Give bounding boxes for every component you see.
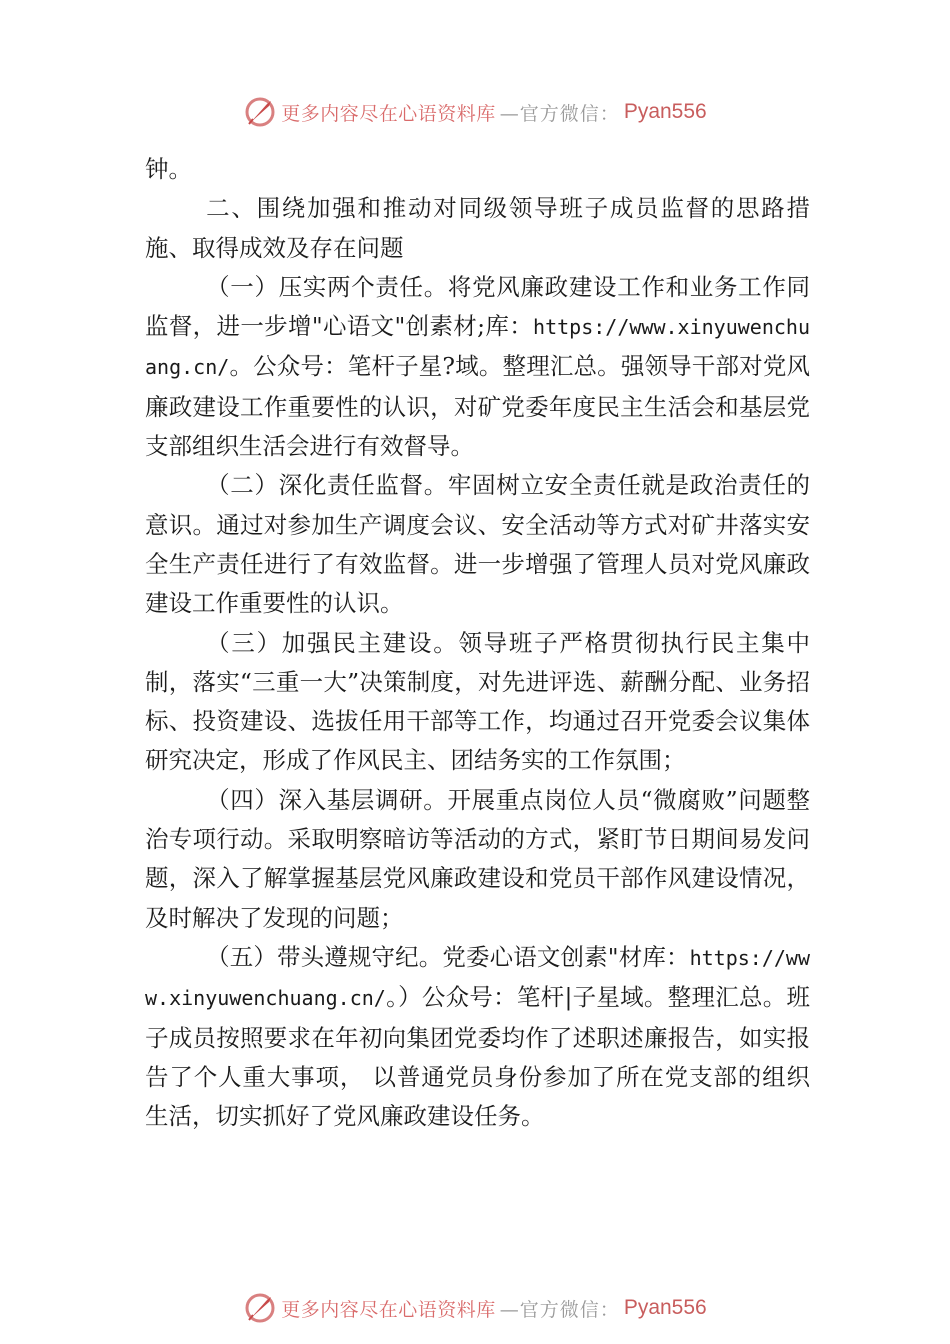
paragraph-item-three: （三）加强民主建设。领导班子严格贯彻执行民主集中制，落实“三重一大”决策制度，对先进评选、薪酬分配、业务招标、投资建设、选拔任用干部等工作，均通过召开党委会议集体研究决定，形成了作风民主、团结务实的工作氛围；: [145, 628, 810, 775]
paragraph-item-five: [145, 938, 810, 1136]
item-one-url: https://www.xinyuwenchuang.cn/: [145, 315, 810, 380]
paragraph-item-four: （四）深入基层调研。开展重点岗位人员“微腐败”问题整治专项行动。采取明察暗访等活动的方式，紧盯节日期间易发问题，深入了解掌握基层党风廉政建设和党员干部作风建设情况，及时解决了发现的问题；: [145, 785, 810, 932]
paragraph-continuation: 钟。: [145, 155, 192, 183]
item-five-url: https://www.xinyuwenchuang.cn/: [145, 945, 810, 1011]
header-watermark-banner: [0, 92, 950, 132]
paragraph-item-one: [145, 268, 810, 466]
quill-logo-icon: [243, 95, 277, 129]
footer-wechat-id: Pyan556: [623, 1296, 707, 1319]
item-one-text-b: 。公众号：笔杆子星?域。整理汇总。强领导干部对党风廉政建设工作重要性的认识，对矿党委年度民主生活会和基层党支部组织生活会进行有效督导。: [145, 352, 810, 461]
item-one-text-a: （一）压实两个责任。将党风廉政建设工作和业务工作同监督，进一步增"心语文"创素材;库：: [145, 272, 810, 341]
document-body: [145, 150, 810, 1136]
paragraph-item-two: （二）深化责任监督。牢固树立安全责任就是政治责任的意识。通过对参加生产调度会议、安全活动等方式对矿井落实安全生产责任进行了有效监督。进一步增强了管理人员对党风廉政建设工作重要性的认识。: [145, 471, 810, 618]
footer-official-label: —官方微信：: [499, 1298, 620, 1321]
item-five-text-a: （五）带头遵规守纪。党委心语文创素"材库：: [206, 942, 690, 971]
item-five-text-b: 。）公众号：笔杆|子星域。整理汇总。班子成员按照要求在年初向集团党委均作了述职述廉报告，如实报告了个人重大事项， 以普通党员身份参加了所在党支部的组织生活，切实抓好了党风廉政建设任务。: [145, 983, 810, 1131]
quill-logo-icon: [243, 1291, 277, 1325]
footer-watermark-banner: [0, 1288, 950, 1328]
header-wechat-id: Pyan556: [623, 100, 707, 123]
header-promo-text: 更多内容尽在心语资料库: [281, 102, 496, 125]
header-official-label: —官方微信：: [499, 102, 620, 125]
section-heading-two: 二、围绕加强和推动对同级领导班子成员监督的思路措施、取得成效及存在问题: [145, 194, 810, 262]
footer-promo-text: 更多内容尽在心语资料库: [281, 1298, 496, 1321]
